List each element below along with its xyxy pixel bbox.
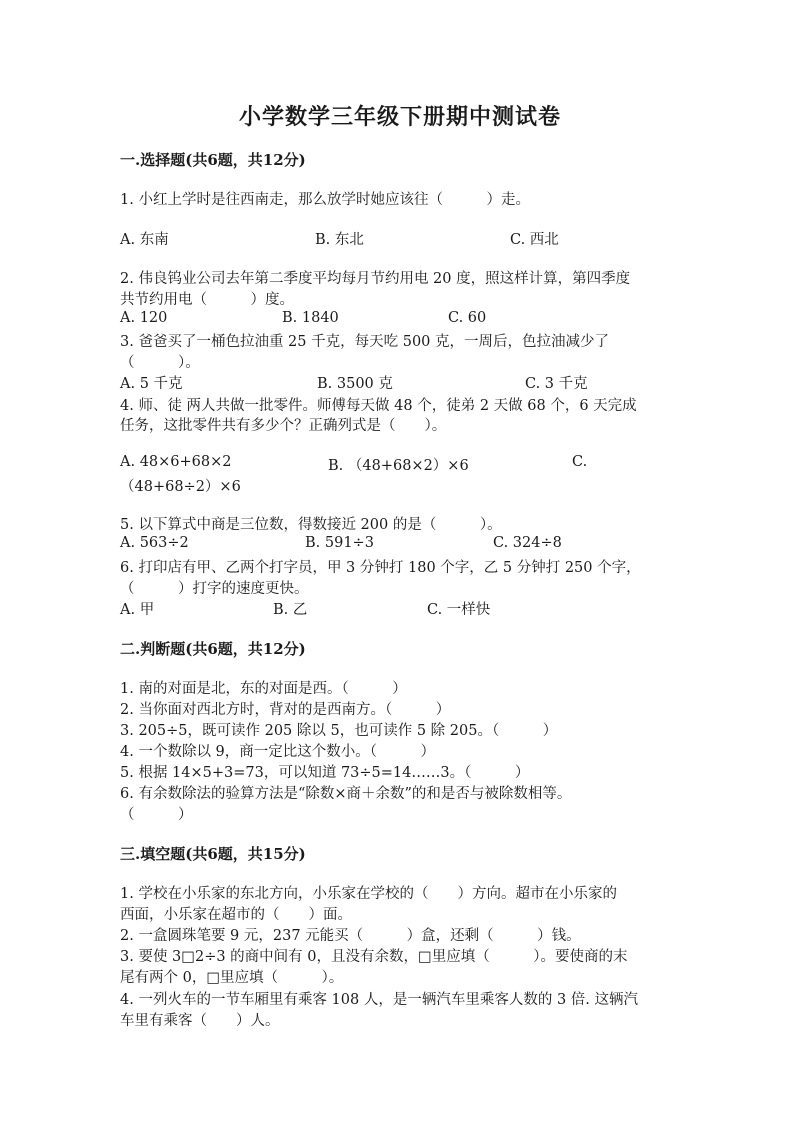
list-item: 3. 205÷5，既可读作 205 除以 5，也可读作 5 除 205。（ ） bbox=[120, 723, 558, 739]
option-b: B. 1840 bbox=[282, 310, 339, 326]
list-item: 3. 要使 3□2÷3 的商中间有 0，且没有余数，□里应填（ ）。要使商的末 bbox=[120, 949, 628, 965]
question-text: 任务，这批零件共有多少个？正确列式是（ ）。 bbox=[120, 418, 447, 434]
list-item: 车里有乘客（ ）人。 bbox=[120, 1013, 280, 1029]
list-item: 2. 当你面对西北方时，背对的是西南方。（ ） bbox=[120, 702, 451, 718]
list-item: 1. 学校在小乐家的东北方向，小乐家在学校的（ ）方向。超市在小乐家的 bbox=[120, 886, 617, 902]
question-text: 5. 以下算式中商是三位数，得数接近 200 的是（ ）。 bbox=[120, 517, 502, 533]
option-a: A. 563÷2 bbox=[120, 535, 189, 551]
option-c: C. 西北 bbox=[510, 232, 559, 248]
list-item: 5. 根据 14×5+3=73，可以知道 73÷5=14……3。（ ） bbox=[120, 765, 530, 781]
question-text: 6. 打印店有甲、乙两个打字员，甲 3 分钟打 180 个字，乙 5 分钟打 250 个字， bbox=[120, 560, 641, 576]
question-text: （ ）。 bbox=[120, 355, 200, 371]
list-item: 4. 一个数除以 9，商一定比这个数小。（ ） bbox=[120, 744, 436, 760]
option-c: C. 一样快 bbox=[427, 602, 491, 618]
list-item: （ ） bbox=[120, 807, 193, 823]
option-b: B. 3500 克 bbox=[317, 376, 393, 392]
list-item: 西面，小乐家在超市的（ ）面。 bbox=[120, 907, 352, 923]
page-title: 小学数学三年级下册期中测试卷 bbox=[238, 104, 561, 130]
option-a: A. 东南 bbox=[120, 232, 169, 248]
option-b: B. 591÷3 bbox=[305, 535, 374, 551]
option-c: C. 3 千克 bbox=[525, 376, 588, 392]
question-text: 3. 爸爸买了一桶色拉油重 25 千克，每天吃 500 克，一周后，色拉油减少了 bbox=[120, 334, 610, 350]
list-item: 尾有两个 0，□里应填（ ）。 bbox=[120, 970, 344, 986]
section-heading-fill: 三.填空题(共6题，共15分) bbox=[120, 845, 306, 863]
option-a: A. 甲 bbox=[120, 602, 155, 618]
section-heading-judge: 二.判断题(共6题，共12分) bbox=[120, 640, 306, 658]
option-a: A. 120 bbox=[120, 310, 168, 326]
list-item: 2. 一盒圆珠笔要 9 元，237 元能买（ ）盒，还剩（ ）钱。 bbox=[120, 928, 581, 944]
option-b: B. （48+68×2）×6 bbox=[328, 458, 469, 474]
section-heading-choice: 一.选择题(共6题，共12分) bbox=[120, 151, 306, 169]
question-text: 1. 小红上学时是往西南走，那么放学时她应该往（ ）走。 bbox=[120, 192, 530, 208]
question-text: （ ）打字的速度更快。 bbox=[120, 581, 309, 597]
option-b: B. 乙 bbox=[273, 602, 308, 618]
list-item: 1. 南的对面是北，东的对面是西。（ ） bbox=[120, 681, 407, 697]
option-c: C. bbox=[572, 454, 588, 470]
option-a: A. 5 千克 bbox=[120, 376, 183, 392]
list-item: 4. 一列火车的一节车厢里有乘客 108 人，是一辆汽车里乘客人数的 3 倍. 这辆汽 bbox=[120, 992, 638, 1008]
option-a: A. 48×6+68×2 bbox=[120, 454, 232, 470]
question-text: 4. 师、徒 两人共做一批零件。师傅每天做 48 个，徒弟 2 天做 68 个，6 天完成 bbox=[120, 398, 637, 414]
list-item: 6. 有余数除法的验算方法是“除数×商＋余数”的和是否与被除数相等。 bbox=[120, 786, 572, 802]
option-b: B. 东北 bbox=[315, 232, 364, 248]
option-c: C. 324÷8 bbox=[493, 535, 562, 551]
option-c: C. 60 bbox=[448, 310, 487, 326]
question-text: 2. 伟良钨业公司去年第二季度平均每月节约用电 20 度，照这样计算，第四季度 bbox=[120, 271, 631, 287]
question-text: 共节约用电（ ）度。 bbox=[120, 292, 294, 308]
option-c-continued: （48+68÷2）×6 bbox=[120, 479, 241, 495]
